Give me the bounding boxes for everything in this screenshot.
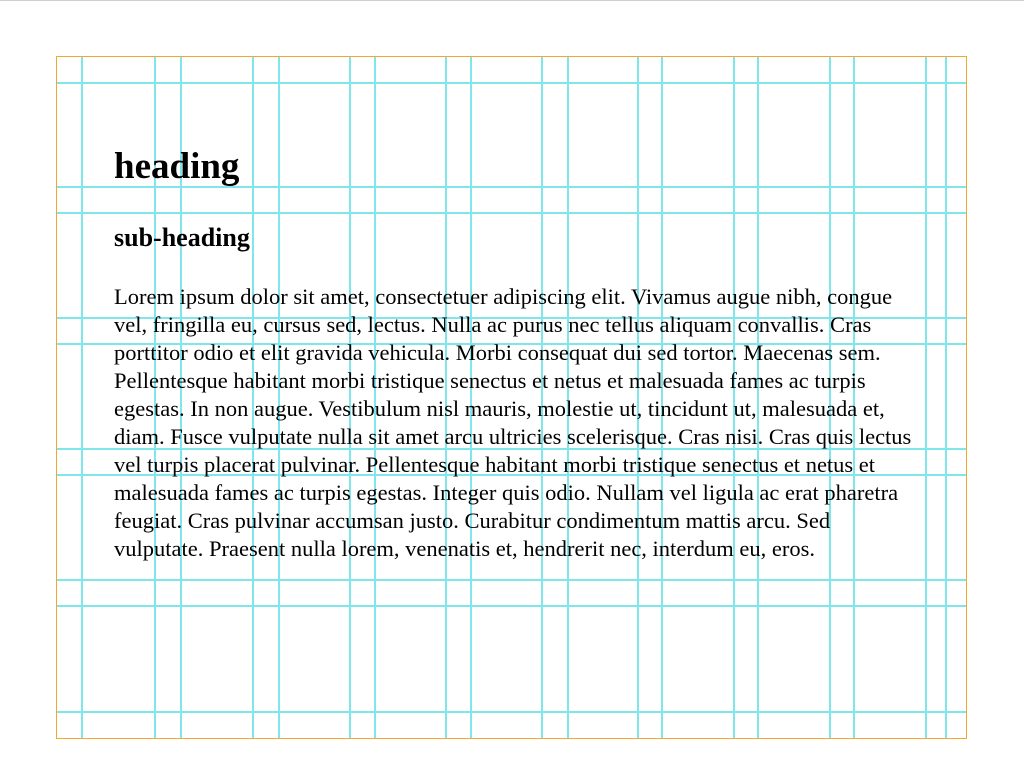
sub-heading: sub-heading [114, 223, 250, 252]
text-content [114, 143, 914, 563]
body-paragraph: Lorem ipsum dolor sit amet, consectetuer adipiscing elit. Vivamus augue nibh, congue vel, fringilla eu, cursus sed, lectus. Nulla ac purus nec tellus aliquam convallis. Cras porttitor odio et elit gravida vehicula. Morbi consequat dui sed tortor. Maecenas sem. Pellentesque habitant morbi tristique senectus et netus et malesuada fames ac turpis egestas. In non augue. Vestibulum nisl mauris, molestie ut, tincidunt ut, malesuada et, diam. Fusce vulputate nulla sit amet arcu ultricies scelerisque. Cras nisi. Cras quis lectus vel turpis placerat pulvinar. Pellentesque habitant morbi tristique senectus et netus et malesuada fames ac turpis egestas. Integer quis odio. Nullam vel ligula ac erat pharetra feugiat. Cras pulvinar accumsan justo. Curabitur condimentum mattis arcu. Sed vulputate. Praesent nulla lorem, venenatis et, hendrerit nec, interdum eu, eros. [114, 284, 912, 561]
artboard [56, 56, 967, 739]
heading: heading [114, 146, 240, 187]
top-divider [0, 0, 1024, 1]
